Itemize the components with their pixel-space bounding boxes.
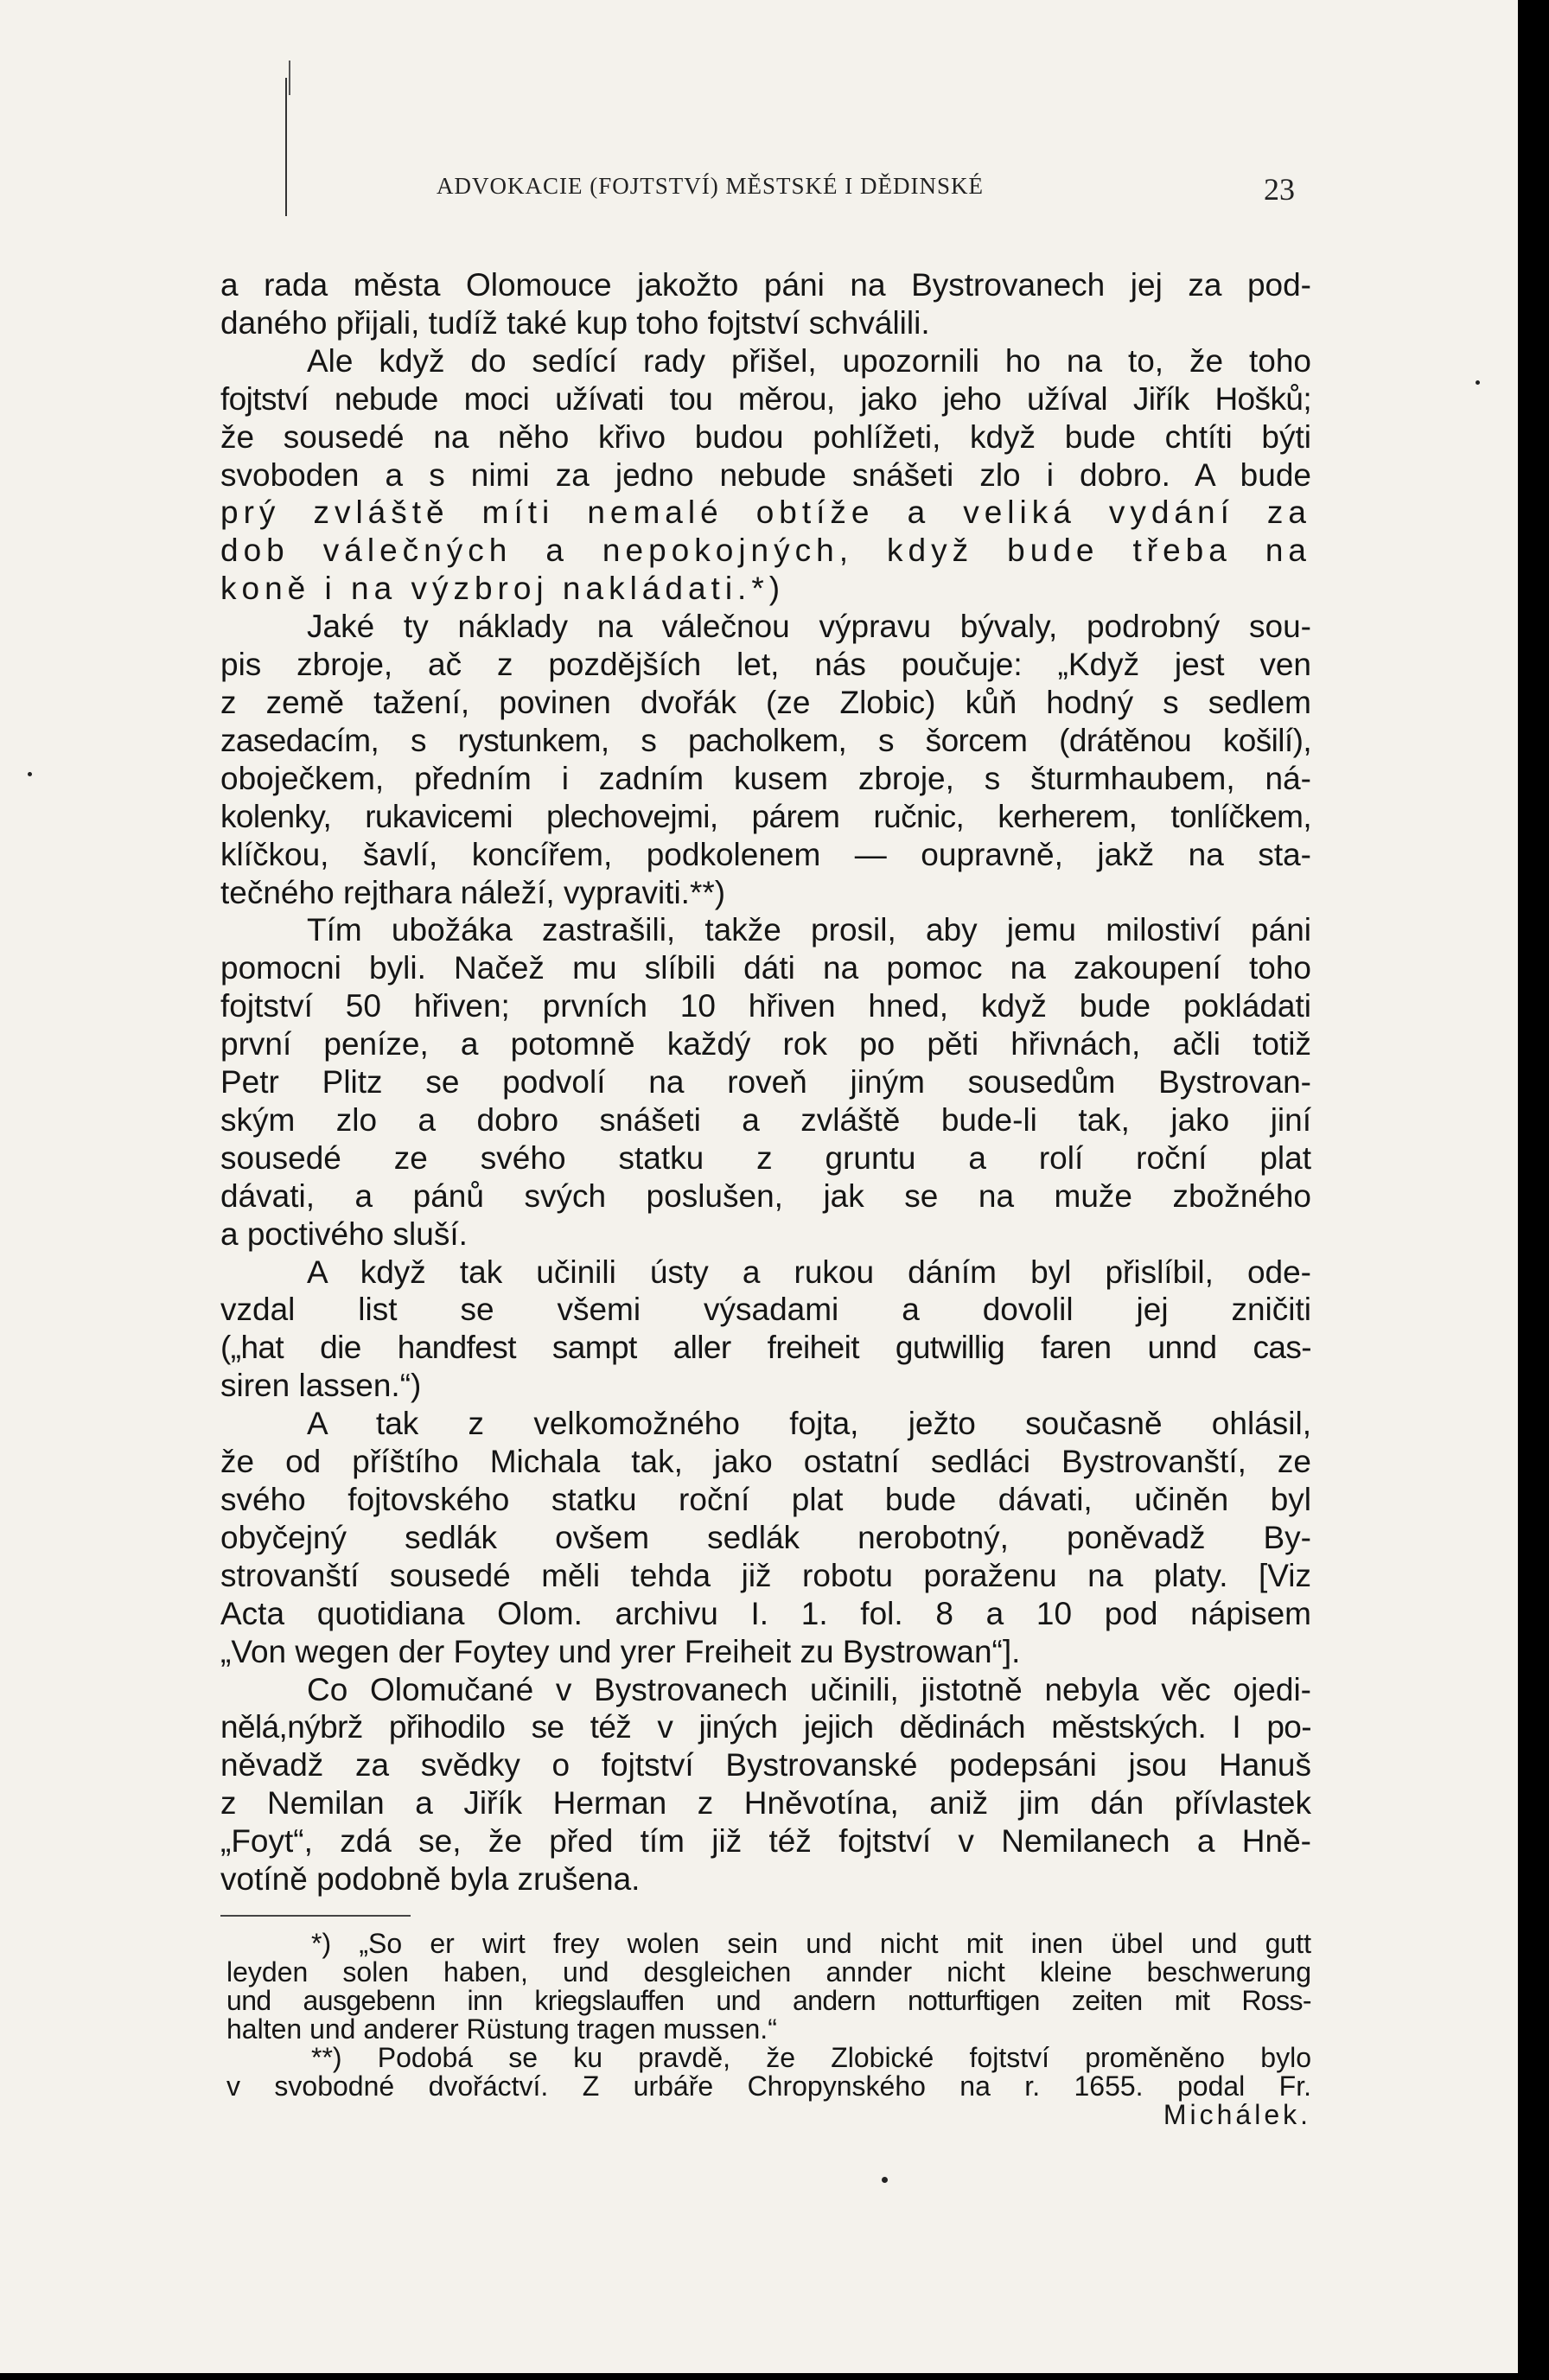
footnote-line: v svobodné dvořáctví. Z urbáře Chropynského na r. 1655. podal Fr. — [226, 2071, 1311, 2102]
text-line: nělá,nýbrž přihodilo se též v jiných jejich dědinách městských. I po- — [220, 1709, 1311, 1745]
text-line: Acta quotidiana Olom. archivu I. 1. fol. 8 a 10 pod nápisem — [220, 1595, 1311, 1631]
text-line: obyčejný sedlák ovšem sedlák nerobotný, poněvadž By- — [220, 1519, 1311, 1555]
text-line: A tak z velkomožného fojta, ježto současně ohlásil, — [307, 1406, 1311, 1442]
text-line: Co Olomučané v Bystrovanech učinili, jistotně nebyla věc ojedi- — [307, 1671, 1311, 1707]
text-line: Ale když do sedící rady přišel, upozornili ho na to, že toho — [307, 342, 1311, 379]
footnote-line: *) „So er wirt frey wolen sein und nicht mit inen übel und gutt — [311, 1928, 1311, 1959]
text-line: zasedacím, s rystunkem, s pacholkem, s šorcem (drátěnou košilí), — [220, 722, 1311, 758]
running-header: ADVOKACIE (FOJTSTVÍ) MĚSTSKÉ I DĚDINSKÉ — [437, 173, 984, 199]
text-line: sousedé ze svého statku z gruntu a rolí roční plat — [220, 1139, 1311, 1176]
text-line: klíčkou, šavlí, koncířem, podkolenem — oupravně, jakž na sta- — [220, 836, 1311, 872]
ink-speck — [28, 772, 32, 776]
text-line: oboječkem, předním i zadním kusem zbroje, s šturmhaubem, ná- — [220, 760, 1311, 796]
text-line: („hat die handfest sampt aller freiheit gutwillig faren unnd cas- — [220, 1330, 1311, 1366]
footnotes — [226, 1930, 1311, 2129]
text-line: tečného rejthara náleží, vypraviti.**) — [220, 874, 726, 910]
text-line: že sousedé na něho křivo budou pohlížeti, když bude chtíti býti — [220, 418, 1311, 455]
text-line: Jaké ty náklady na válečnou výpravu bývaly, podrobný sou- — [307, 609, 1311, 645]
text-line: votíně podobně byla zrušena. — [220, 1861, 641, 1898]
footnote-rule — [220, 1915, 411, 1917]
footnote-line: halten und anderer Rüstung tragen mussen.“ — [226, 2013, 777, 2045]
text-line: a poctivého sluší. — [220, 1216, 468, 1252]
text-line: z země tažení, povinen dvořák (ze Zlobic) kůň hodný s sedlem — [220, 684, 1311, 720]
text-line: kolenky, rukavicemi plechovejmi, párem ručnic, kerherem, tonlíčkem, — [220, 798, 1311, 834]
text-line: svoboden a s nimi za jedno nebude snášeti zlo i dobro. A bude — [220, 456, 1311, 493]
text-line: „Von wegen der Foytey und yrer Freiheit zu Bystrowan“]. — [220, 1633, 1021, 1669]
page-number: 23 — [1264, 172, 1295, 207]
text-line: A když tak učinili ústy a rukou dáním byl přislíbil, ode- — [307, 1254, 1311, 1290]
text-line: pomocni byli. Načež mu slíbili dáti na pomoc na zakoupení toho — [220, 950, 1311, 986]
text-line: že od příštího Michala tak, jako ostatní sedláci Bystrovanští, ze — [220, 1444, 1311, 1480]
text-line: z Nemilan a Jiřík Herman z Hněvotína, aniž jim dán přívlastek — [220, 1785, 1311, 1822]
text-line: dávati, a pánů svých poslušen, jak se na muže zbožného — [220, 1177, 1311, 1214]
text-line: strovanští sousedé měli tehda již robotu poraženu na platy. [Viz — [220, 1557, 1311, 1593]
ink-speck — [1476, 380, 1480, 385]
ink-speck — [882, 2177, 888, 2183]
text-line: svého fojtovského statku roční plat bude dávati, učiněn byl — [220, 1482, 1311, 1517]
text-line: fojtství 50 hřiven; prvních 10 hřiven hned, když bude pokládati — [220, 988, 1311, 1024]
main-text — [220, 266, 1311, 1898]
text-line: Petr Plitz se podvolí na roveň jiným sousedům Bystrovan- — [220, 1064, 1311, 1101]
text-line: vzdal list se všemi výsadami a dovolil jej zničiti — [220, 1292, 1311, 1328]
text-line: pis zbroje, ač z pozdějších let, nás poučuje: „Když jest ven — [220, 647, 1311, 683]
text-line: něvadž za svědky o fojtství Bystrovanské podepsáni jsou Hanuš — [220, 1747, 1311, 1783]
text-line: siren lassen.“) — [220, 1368, 422, 1404]
text-line: ským zlo a dobro snášeti a zvláště bude-li tak, jako jiní — [220, 1101, 1311, 1138]
text-line: fojtství nebude moci užívati tou měrou, jako jeho užíval Jiřík Hošků; — [220, 380, 1311, 417]
text-line-spaced: dob válečných a nepokojných, když bude třeba na — [220, 533, 1311, 569]
text-line: první peníze, a potomně každý rok po pěti hřivnách, ačli totiž — [220, 1026, 1311, 1062]
margin-rule-mark — [289, 61, 290, 95]
text-line-spaced: koně i na výzbroj nakládati.*) — [220, 571, 786, 607]
footnote-line: **) Podobá se ku pravdě, že Zlobické fojtství proměněno bylo — [311, 2042, 1311, 2073]
footnote-line: und ausgebenn inn kriegslauffen und andern notturftigen zeiten mit Ross- — [226, 1985, 1311, 2016]
text-line: a rada města Olomouce jakožto páni na Bystrovanech jej za pod- — [220, 267, 1311, 303]
margin-rule — [285, 78, 287, 216]
text-line: Tím ubožáka zastrašili, takže prosil, aby jemu milostiví páni — [307, 912, 1311, 948]
footnote-line: leyden solen haben, und desgleichen annder nicht kleine beschwerung — [226, 1956, 1311, 1988]
footnote-author: Michálek. — [1163, 2099, 1311, 2130]
text-line: daného přijali, tudíž také kup toho fojtství schválili. — [220, 304, 930, 341]
text-line-spaced: prý zvláště míti nemalé obtíže a veliká vydání za — [220, 495, 1311, 531]
text-line: „Foyt“, zdá se, že před tím již též fojtství v Nemilanech a Hně- — [220, 1823, 1311, 1860]
